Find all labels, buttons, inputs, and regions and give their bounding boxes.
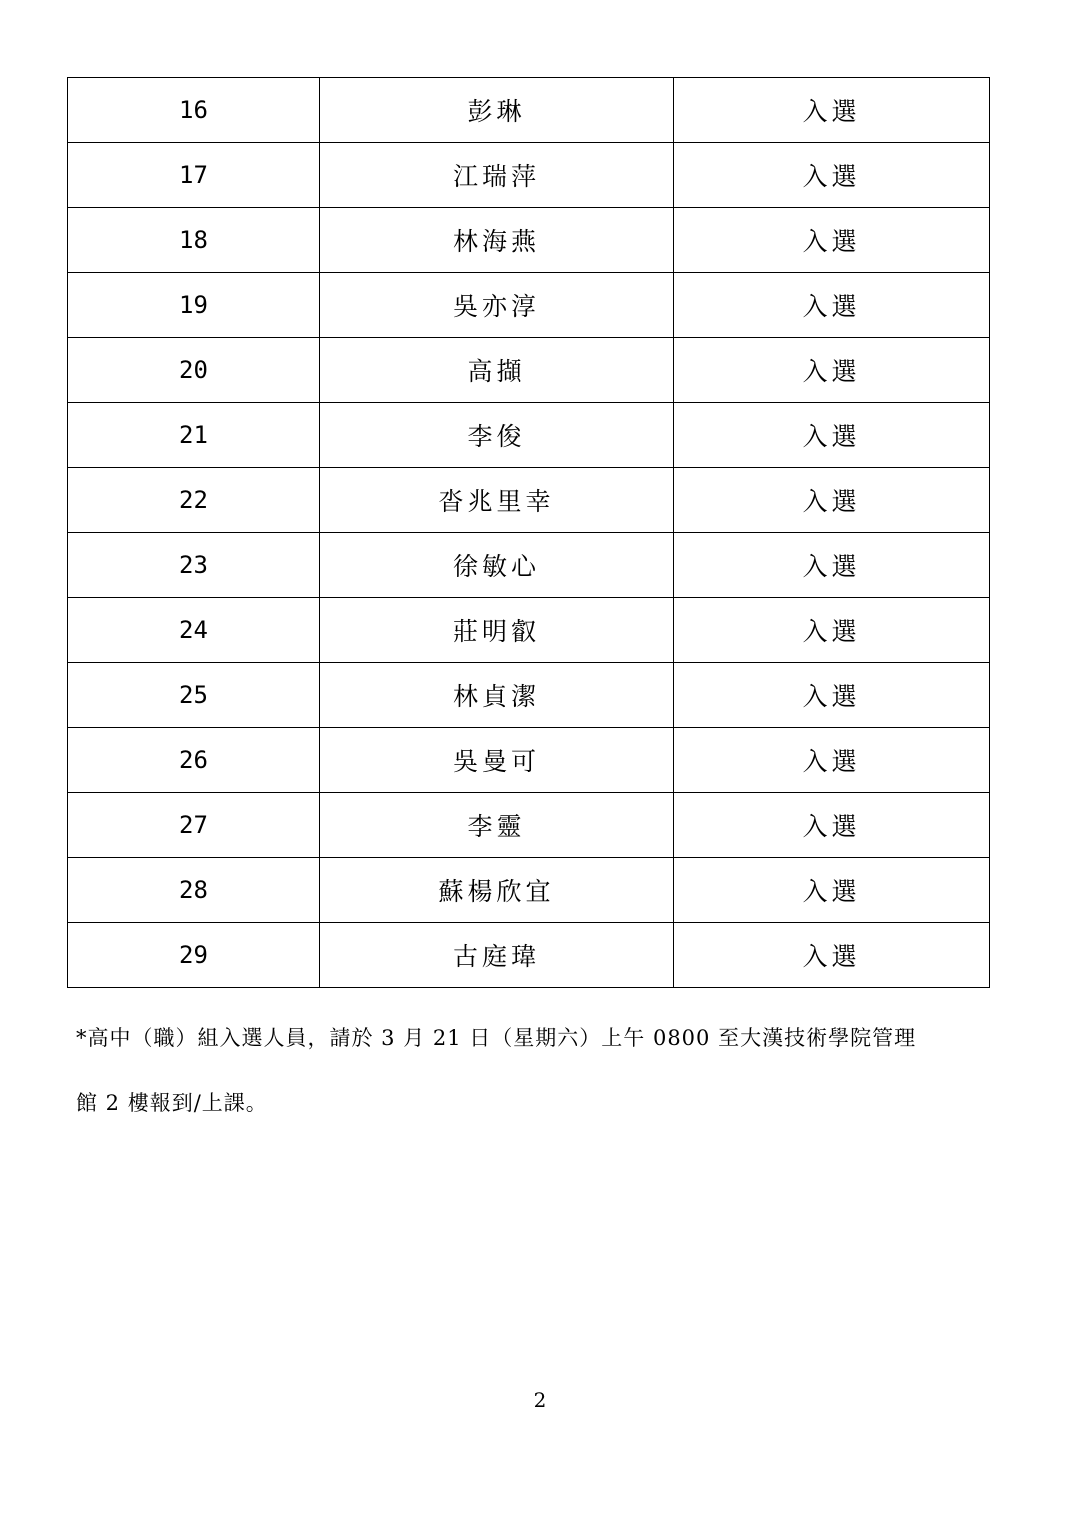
table-row — [68, 403, 990, 468]
row-status: 入選 — [674, 598, 990, 663]
row-number: 24 — [68, 598, 320, 663]
row-number: 26 — [68, 728, 320, 793]
row-name: 莊明叡 — [320, 598, 674, 663]
table-row — [68, 598, 990, 663]
row-number: 23 — [68, 533, 320, 598]
table-row — [68, 858, 990, 923]
row-status: 入選 — [674, 78, 990, 143]
row-number: 27 — [68, 793, 320, 858]
row-number: 18 — [68, 208, 320, 273]
table-row — [68, 793, 990, 858]
row-status: 入選 — [674, 923, 990, 988]
row-number: 17 — [68, 143, 320, 208]
row-number: 22 — [68, 468, 320, 533]
table-row — [68, 468, 990, 533]
row-number: 29 — [68, 923, 320, 988]
row-name: 林貞潔 — [320, 663, 674, 728]
table-row — [68, 338, 990, 403]
row-status: 入選 — [674, 208, 990, 273]
row-name: 林海燕 — [320, 208, 674, 273]
row-status: 入選 — [674, 793, 990, 858]
row-name: 蘇楊欣宜 — [320, 858, 674, 923]
row-name: 古庭瑋 — [320, 923, 674, 988]
table-row — [68, 78, 990, 143]
row-name: 徐敏心 — [320, 533, 674, 598]
results-table — [67, 77, 990, 988]
row-name: 吳亦淳 — [320, 273, 674, 338]
row-status: 入選 — [674, 663, 990, 728]
row-status: 入選 — [674, 338, 990, 403]
report-note — [76, 1022, 1016, 1120]
table-row — [68, 273, 990, 338]
table-row — [68, 208, 990, 273]
row-name: 彭琳 — [320, 78, 674, 143]
note-line-2: 館 2 樓報到/上課。 — [76, 1091, 268, 1115]
row-status: 入選 — [674, 858, 990, 923]
row-status: 入選 — [674, 403, 990, 468]
row-status: 入選 — [674, 533, 990, 598]
row-status: 入選 — [674, 273, 990, 338]
row-status: 入選 — [674, 728, 990, 793]
table-row — [68, 143, 990, 208]
row-name: 李俊 — [320, 403, 674, 468]
results-table-body — [68, 78, 990, 988]
row-name: 江瑞萍 — [320, 143, 674, 208]
row-number: 19 — [68, 273, 320, 338]
row-number: 21 — [68, 403, 320, 468]
row-name: 高擷 — [320, 338, 674, 403]
table-row — [68, 533, 990, 598]
row-name: 沓兆里幸 — [320, 468, 674, 533]
table-row — [68, 923, 990, 988]
row-number: 25 — [68, 663, 320, 728]
row-status: 入選 — [674, 143, 990, 208]
row-name: 吳曼可 — [320, 728, 674, 793]
row-number: 20 — [68, 338, 320, 403]
row-name: 李靈 — [320, 793, 674, 858]
row-number: 16 — [68, 78, 320, 143]
note-line-1: *高中（職）組入選人員，請於 3 月 21 日（星期六）上午 0800 至大漢技術學院管理 — [76, 1026, 917, 1050]
table-row — [68, 728, 990, 793]
row-number: 28 — [68, 858, 320, 923]
page-number: 2 — [533, 1388, 547, 1412]
row-status: 入選 — [674, 468, 990, 533]
table-row — [68, 663, 990, 728]
